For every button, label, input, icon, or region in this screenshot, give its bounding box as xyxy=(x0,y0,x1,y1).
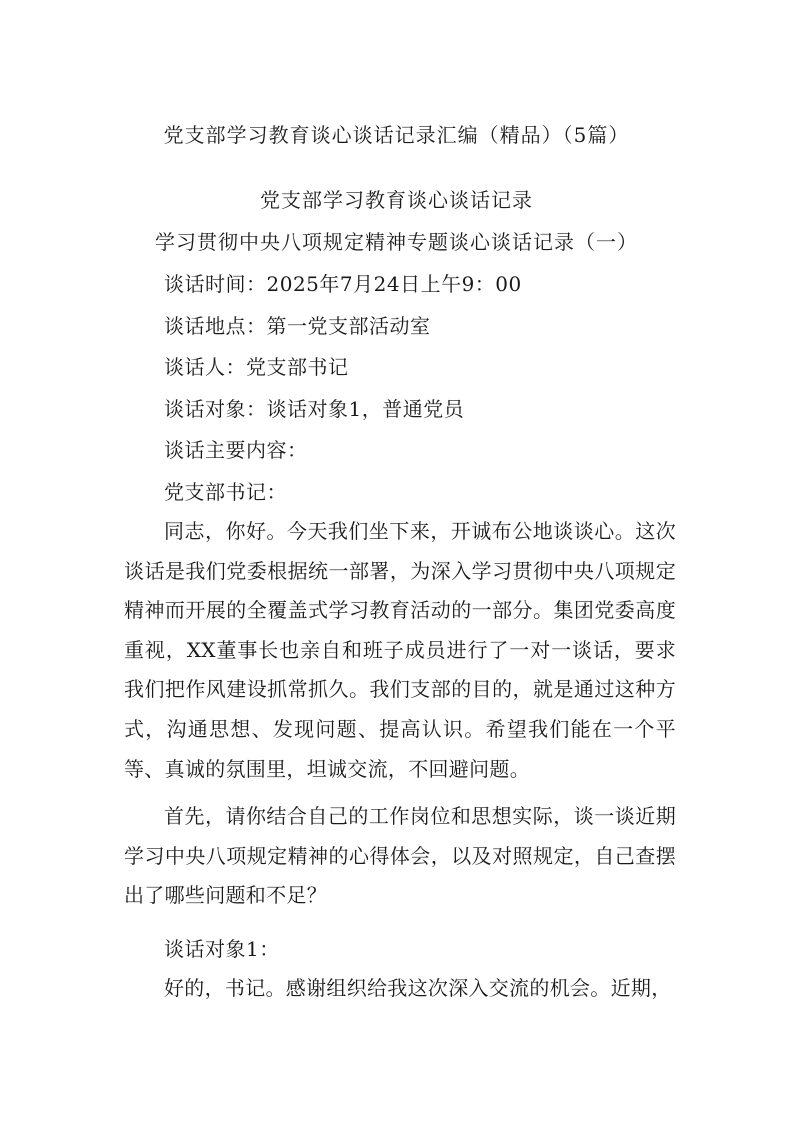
meta-location: 谈话地点：第一党支部活动室 xyxy=(164,314,431,338)
meta-target: 谈话对象：谈话对象1，普通党员 xyxy=(164,397,465,421)
paragraph-answer: 好的，书记。感谢组织给我这次深入交流的机会。近期， xyxy=(164,976,672,1000)
speaker-secretary: 党支部书记： xyxy=(164,480,287,504)
meta-time: 谈话时间：2025年7月24日上午9：00 xyxy=(164,272,522,296)
meta-talker: 谈话人：党支部书记 xyxy=(164,355,349,379)
meta-content-label: 谈话主要内容： xyxy=(164,438,308,462)
document-title: 党支部学习教育谈心谈话记录汇编（精品）（5篇） xyxy=(163,123,630,147)
paragraph-opening: 同志，你好。今天我们坐下来，开诚布公地谈谈心。这次谈话是我们党委根据统一部署，为深入学习贯彻中央八项规定精神而开展的全覆盖式学习教育活动的一部分。集团党委高度重视，XX董事长也亲自和班子成员进行了一对一谈话，要求我们把作风建设抓常抓久。我们支部的目的，就是通过这种方式，沟通思想、发现问题、提高认识。希望我们能在一个平等、真诚的氛围里，坦诚交流，不回避问题。 xyxy=(124,519,676,781)
section-title: 党支部学习教育谈心谈话记录 xyxy=(260,188,533,212)
paragraph-question: 首先，请你结合自己的工作岗位和思想实际，谈一谈近期学习中央八项规定精神的心得体会，以及对照规定，自己查摆出了哪些问题和不足？ xyxy=(124,804,676,908)
subtitle: 学习贯彻中央八项规定精神专题谈心谈话记录（一） xyxy=(155,230,638,254)
speaker-target: 谈话对象1： xyxy=(164,937,280,961)
